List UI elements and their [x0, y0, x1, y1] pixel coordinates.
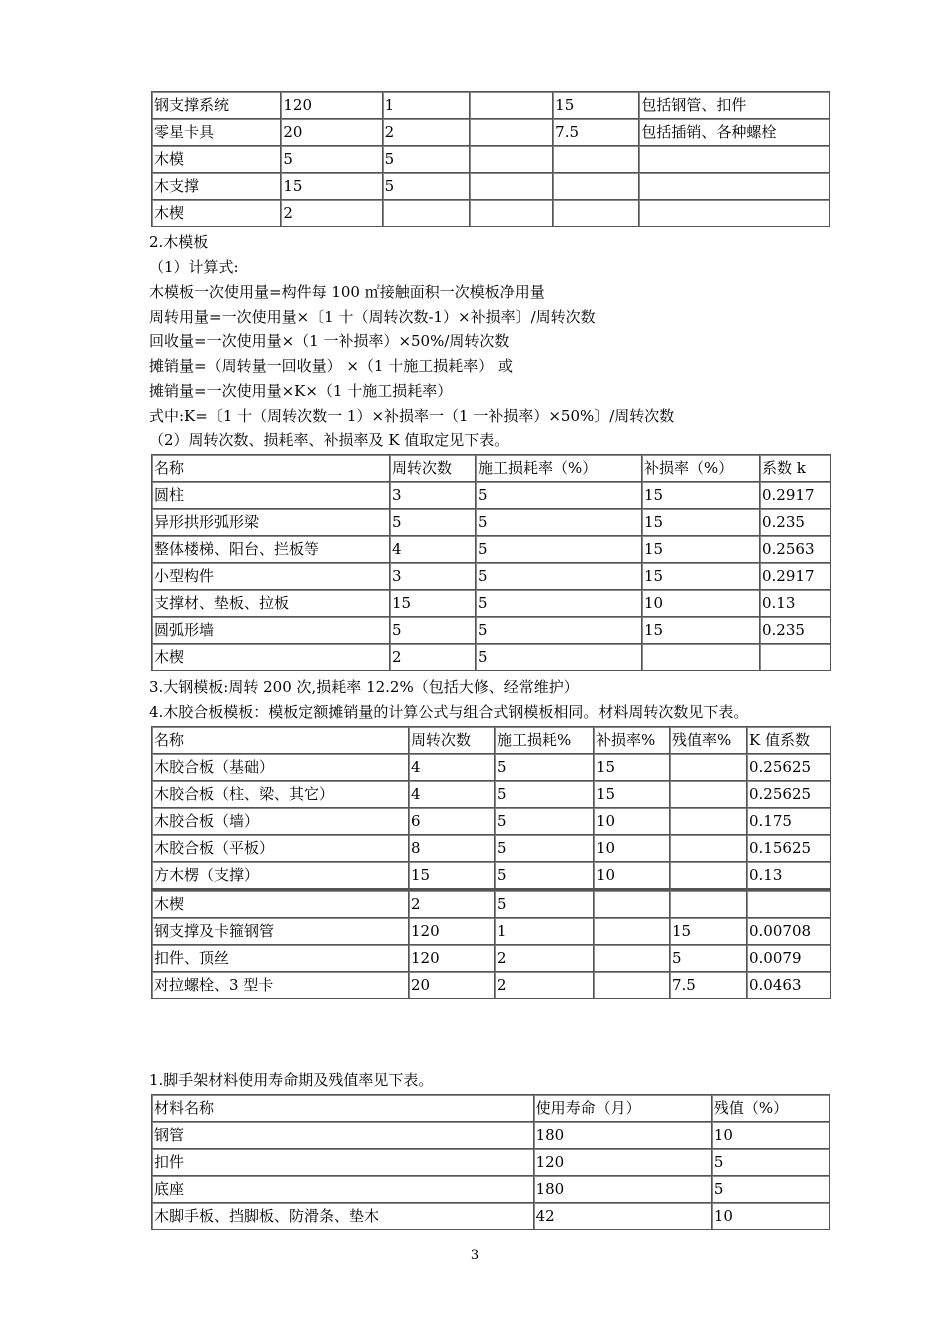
cell: 120 — [534, 1149, 712, 1176]
cell: 5 — [495, 754, 594, 781]
cell: 0.2917 — [760, 482, 831, 509]
cell: 5 — [670, 945, 747, 972]
column-header: 施工损耗率（%） — [476, 455, 642, 482]
table-wood-formwork-factors — [151, 454, 831, 671]
table-row — [152, 92, 830, 119]
cell: 3 — [390, 482, 476, 509]
table-header-row — [152, 455, 831, 482]
cell: 15 — [670, 918, 747, 945]
cell: 5 — [495, 862, 594, 889]
cell: 6 — [409, 808, 495, 835]
cell: 15 — [390, 590, 476, 617]
column-header: 系数 k — [760, 455, 831, 482]
cell — [639, 200, 830, 227]
table-row — [152, 482, 831, 509]
table-row — [152, 889, 831, 918]
cell: 0.25625 — [747, 781, 831, 808]
cell: 木楔 — [152, 200, 281, 227]
cell: 5 — [476, 617, 642, 644]
cell: 0.25625 — [747, 754, 831, 781]
cell: 42 — [534, 1203, 712, 1230]
cell — [670, 808, 747, 835]
cell: 15 — [409, 862, 495, 889]
cell: 整体楼梯、阳台、拦板等 — [152, 536, 390, 563]
cell: 1 — [495, 918, 594, 945]
cell: 对拉螺栓、3 型卡 — [152, 972, 409, 999]
cell — [594, 972, 670, 999]
section-plywood-formwork: 4.木胶合板模板：模板定额摊销量的计算公式与组合式钢模板相同。材料周转次数见下表。 — [149, 703, 749, 721]
cell — [670, 862, 747, 889]
table-row — [152, 945, 831, 972]
column-header: 残值率% — [670, 727, 747, 754]
cell — [470, 146, 553, 173]
table-row — [152, 119, 830, 146]
cell: 5 — [712, 1176, 830, 1203]
cell: 7.5 — [670, 972, 747, 999]
cell: 3 — [390, 563, 476, 590]
cell: 5 — [712, 1149, 830, 1176]
cell: 120 — [409, 945, 495, 972]
table-plywood-turnover — [151, 726, 831, 999]
cell: 10 — [594, 808, 670, 835]
cell: 0.0079 — [747, 945, 831, 972]
cell: 180 — [534, 1176, 712, 1203]
formula-line: 木模板一次使用量=构件每 100 ㎡接触面积一次模板净用量 — [149, 283, 545, 301]
table-row — [152, 200, 830, 227]
cell: 圆弧形墙 — [152, 617, 390, 644]
cell: 10 — [594, 835, 670, 862]
cell — [553, 146, 639, 173]
cell: 10 — [712, 1203, 830, 1230]
section-scaffold-materials: 1.脚手架材料使用寿命期及残值率见下表。 — [149, 1071, 434, 1089]
cell: 0.00708 — [747, 918, 831, 945]
table-row — [152, 644, 831, 671]
table-header-row — [152, 1095, 830, 1122]
cell — [670, 835, 747, 862]
column-header: 名称 — [152, 455, 390, 482]
table-header-row — [152, 727, 831, 754]
table-row — [152, 918, 831, 945]
table-row — [152, 146, 830, 173]
cell — [553, 173, 639, 200]
cell — [594, 918, 670, 945]
cell: 0.2563 — [760, 536, 831, 563]
column-header: 使用寿命（月） — [534, 1095, 712, 1122]
table-row — [152, 862, 831, 889]
cell — [670, 781, 747, 808]
cell: 8 — [409, 835, 495, 862]
cell — [383, 200, 470, 227]
cell — [470, 173, 553, 200]
column-header: 材料名称 — [152, 1095, 534, 1122]
formula-line: 周转用量=一次使用量×〔1 十（周转次数-1）×补损率〕/周转次数 — [149, 308, 596, 326]
formula-line: 式中:K=〔1 十（周转次数一 1）×补损率一（1 一补损率）×50%〕/周转次数 — [149, 407, 675, 425]
cell: 5 — [476, 590, 642, 617]
section-heading-wood-formwork: 2.木模板 — [149, 233, 209, 251]
table-row — [152, 972, 831, 999]
table-row — [152, 1203, 830, 1230]
cell — [639, 173, 830, 200]
cell: 底座 — [152, 1176, 534, 1203]
cell: 7.5 — [553, 119, 639, 146]
cell: 木胶合板（平板） — [152, 835, 409, 862]
cell: 5 — [390, 509, 476, 536]
cell: 20 — [281, 119, 382, 146]
table-row — [152, 509, 831, 536]
cell: 5 — [281, 146, 382, 173]
cell: 包括插销、各种螺栓 — [639, 119, 830, 146]
cell: 15 — [281, 173, 382, 200]
column-header: K 值系数 — [747, 727, 831, 754]
cell: 木胶合板（柱、梁、其它） — [152, 781, 409, 808]
cell — [747, 889, 831, 918]
cell: 木支撑 — [152, 173, 281, 200]
cell: 15 — [642, 617, 760, 644]
cell: 扣件 — [152, 1149, 534, 1176]
column-header: 名称 — [152, 727, 409, 754]
cell: 包括钢管、扣件 — [639, 92, 830, 119]
cell: 支撑材、垫板、拉板 — [152, 590, 390, 617]
cell: 2 — [390, 644, 476, 671]
cell: 圆柱 — [152, 482, 390, 509]
table-row — [152, 781, 831, 808]
cell: 小型构件 — [152, 563, 390, 590]
page-number: 3 — [470, 1248, 480, 1263]
cell: 0.2917 — [760, 563, 831, 590]
table-row — [152, 1122, 830, 1149]
cell: 1 — [383, 92, 470, 119]
cell: 0.235 — [760, 617, 831, 644]
cell — [760, 644, 831, 671]
cell: 15 — [553, 92, 639, 119]
cell: 5 — [476, 509, 642, 536]
cell: 5 — [476, 536, 642, 563]
cell: 钢支撑系统 — [152, 92, 281, 119]
cell: 2 — [495, 945, 594, 972]
cell: 15 — [642, 563, 760, 590]
cell: 2 — [383, 119, 470, 146]
cell: 0.0463 — [747, 972, 831, 999]
cell: 0.175 — [747, 808, 831, 835]
cell: 5 — [476, 482, 642, 509]
cell: 15 — [594, 754, 670, 781]
cell: 4 — [409, 781, 495, 808]
cell: 木胶合板（基础） — [152, 754, 409, 781]
cell — [670, 754, 747, 781]
cell — [470, 119, 553, 146]
column-header: 补损率% — [594, 727, 670, 754]
cell: 木楔 — [152, 644, 390, 671]
column-header: 周转次数 — [409, 727, 495, 754]
cell: 零星卡具 — [152, 119, 281, 146]
table-row — [152, 563, 831, 590]
cell: 木脚手板、挡脚板、防滑条、垫木 — [152, 1203, 534, 1230]
cell: 木胶合板（墙） — [152, 808, 409, 835]
cell — [470, 92, 553, 119]
formula-line: 回收量=一次使用量×（1 一补损率）×50%/周转次数 — [149, 332, 510, 350]
table-row — [152, 754, 831, 781]
cell: 15 — [594, 781, 670, 808]
column-header: 残值（%） — [712, 1095, 830, 1122]
cell: 2 — [281, 200, 382, 227]
cell: 木模 — [152, 146, 281, 173]
cell: 120 — [409, 918, 495, 945]
cell: 2 — [409, 889, 495, 918]
cell: 15 — [642, 482, 760, 509]
cell — [594, 945, 670, 972]
cell — [642, 644, 760, 671]
cell — [553, 200, 639, 227]
formula-line: 摊销量=一次使用量×K×（1 十施工损耗率） — [149, 382, 453, 400]
cell — [594, 889, 670, 918]
cell: 2 — [495, 972, 594, 999]
cell: 10 — [642, 590, 760, 617]
table-row — [152, 590, 831, 617]
cell: 20 — [409, 972, 495, 999]
cell — [639, 146, 830, 173]
column-header: 补损率（%） — [642, 455, 760, 482]
subheading-table-intro: （2）周转次数、损耗率、补损率及 K 值取定见下表。 — [149, 431, 510, 449]
cell: 0.235 — [760, 509, 831, 536]
cell: 0.13 — [760, 590, 831, 617]
cell: 15 — [642, 536, 760, 563]
cell: 5 — [476, 563, 642, 590]
cell: 5 — [495, 808, 594, 835]
table-row — [152, 1176, 830, 1203]
table-scaffold-lifespan — [151, 1094, 830, 1230]
cell: 0.13 — [747, 862, 831, 889]
subheading-formula: （1）计算式: — [149, 258, 239, 276]
cell: 异形拱形弧形梁 — [152, 509, 390, 536]
cell: 10 — [594, 862, 670, 889]
cell: 5 — [495, 835, 594, 862]
cell: 120 — [281, 92, 382, 119]
cell: 0.15625 — [747, 835, 831, 862]
cell — [670, 889, 747, 918]
column-header: 施工损耗% — [495, 727, 594, 754]
cell: 木楔 — [152, 889, 409, 918]
table-row — [152, 1149, 830, 1176]
cell: 5 — [383, 146, 470, 173]
cell: 5 — [383, 173, 470, 200]
table-row — [152, 173, 830, 200]
cell: 10 — [712, 1122, 830, 1149]
cell: 4 — [409, 754, 495, 781]
table-row — [152, 808, 831, 835]
cell: 5 — [495, 889, 594, 918]
cell: 4 — [390, 536, 476, 563]
cell: 扣件、顶丝 — [152, 945, 409, 972]
cell: 钢支撑及卡箍钢管 — [152, 918, 409, 945]
cell: 15 — [642, 509, 760, 536]
table-steel-support — [151, 91, 830, 227]
table-row — [152, 617, 831, 644]
cell: 5 — [476, 644, 642, 671]
cell: 方木楞（支撑） — [152, 862, 409, 889]
cell: 5 — [495, 781, 594, 808]
section-large-steel-formwork: 3.大钢模板:周转 200 次,损耗率 12.2%（包括大修、经常维护） — [149, 678, 579, 696]
column-header: 周转次数 — [390, 455, 476, 482]
cell: 5 — [390, 617, 476, 644]
cell — [470, 200, 553, 227]
table-row — [152, 536, 831, 563]
cell: 钢管 — [152, 1122, 534, 1149]
formula-line: 摊销量=（周转量一回收量） ×（1 十施工损耗率） 或 — [149, 357, 513, 375]
cell: 180 — [534, 1122, 712, 1149]
table-row — [152, 835, 831, 862]
